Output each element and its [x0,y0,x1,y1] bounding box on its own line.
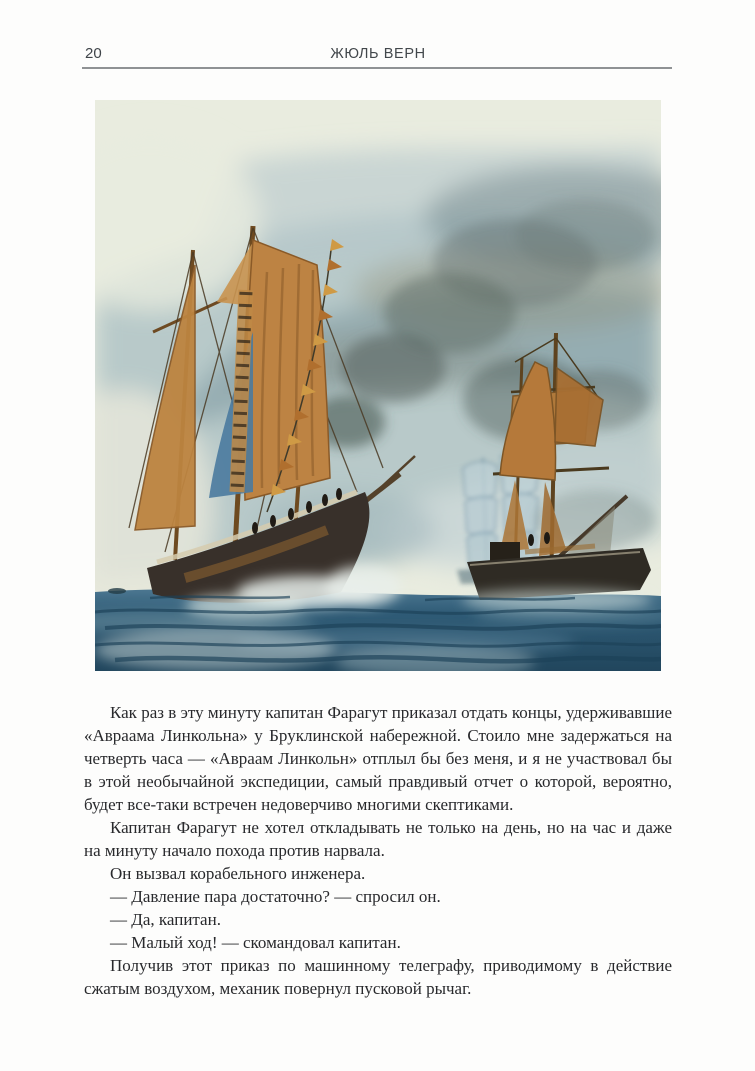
dialogue-line: — Да, капитан. [110,910,221,929]
header-rule [82,67,672,69]
book-illustration [95,100,661,671]
running-head: ЖЮЛЬ ВЕРН [330,46,426,62]
body-text [84,701,672,1000]
dialogue-line: — Малый ход! — скомандовал капитан. [110,933,401,952]
paragraph: Получив этот приказ по машинному телеграфу, приводимому в действие сжатым воздухом, механик повернул пусковой рычаг. [84,956,672,998]
ships-watercolor [95,100,661,671]
dialogue-line: — Давление пара достаточно? — спросил он. [110,887,441,906]
paragraph: Капитан Фарагут не хотел откладывать не только на день, но на час и даже на минуту начало похода против нарвала. [84,818,672,860]
page-number: 20 [85,45,102,62]
paragraph: Он вызвал корабельного инженера. [110,864,366,883]
paragraph: Как раз в эту минуту капитан Фарагут приказал отдать концы, удерживавшие «Авраама Линкольна» у Бруклинской набережной. Стоило мне задержаться на четверть часа — «Авраам Линкольн» отплыл бы без меня, и я не участвовал бы в этой необычайной экспедиции, самый правдивый отчет о которой, вероятно, будет все-таки встречен недоверчиво многими скептиками. [84,703,672,814]
